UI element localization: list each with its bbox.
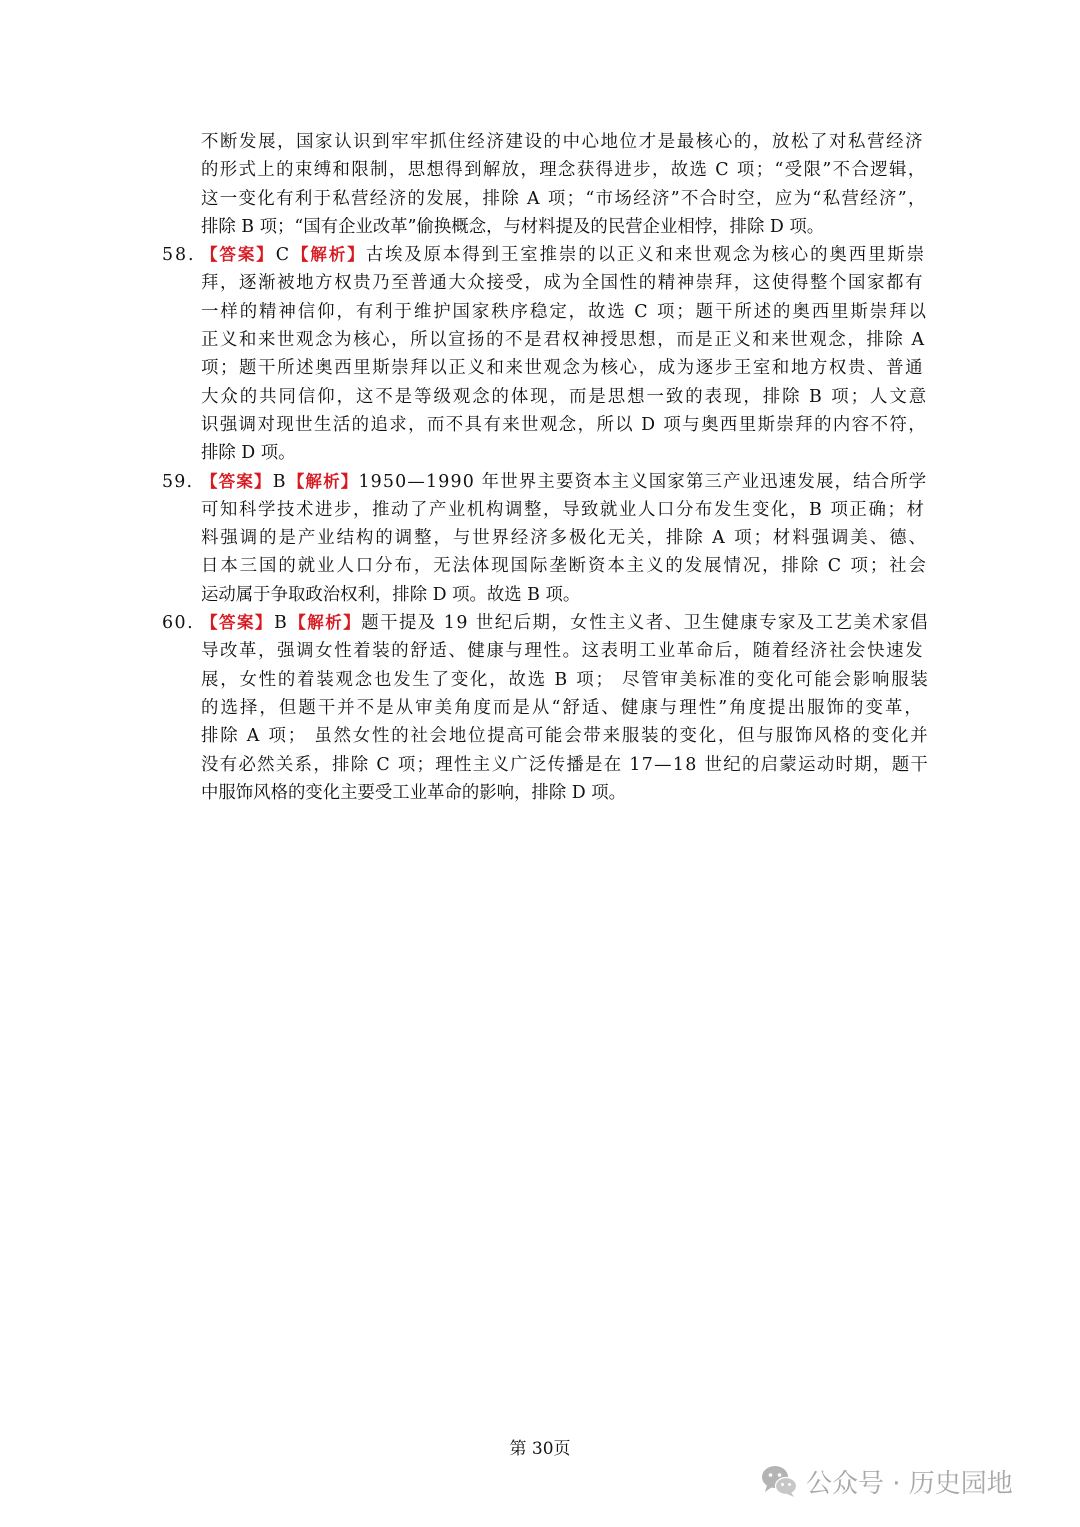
text-line: 的形式上的束缚和限制，思想得到解放，理念获得进步，故选 C 项；“受限”不合逻辑， xyxy=(201,160,927,181)
text-line: 中服饰风格的变化主要受工业革命的影响，排除 D 项。 xyxy=(201,782,626,803)
question-number: 59. xyxy=(162,471,194,492)
text-line: 料强调的是产业结构的调整，与世界经济多极化无关，排除 A 项；材料强调美、德、 xyxy=(201,528,928,549)
answer-item-59 xyxy=(162,468,928,609)
answer-header-line xyxy=(162,241,927,269)
answer-item-58 xyxy=(162,241,929,467)
text-line: 识强调对现世生活的追求，而不具有来世观念，所以 D 项与奥西里斯崇拜的内容不符， xyxy=(201,414,928,435)
text-line: 一样的精神信仰，有利于维护国家秩序稳定，故选 C 项；题干所述的奥西里斯崇拜以 xyxy=(201,301,928,322)
text-line: 日本三国的就业人口分布，无法体现国际垄断资本主义的发展情况，排除 C 项；社会 xyxy=(201,556,928,577)
text-line: 的选择，但题干并不是从审美角度而是从“舒适、健康与理性”角度提出服饰的变革， xyxy=(201,697,924,718)
analysis-tag: 【解析】 xyxy=(291,245,366,265)
watermark-text: 公众号 · 历史园地 xyxy=(806,1468,1013,1499)
text-line: 正义和来世观念为核心，所以宣扬的不是君权神授思想，而是正义和来世观念，排除 A xyxy=(201,330,926,351)
text-line: 这一变化有利于私营经济的发展，排除 A 项；“市场经济”不合时空，应为“私营经济”， xyxy=(201,188,927,209)
answer-item-60 xyxy=(162,609,930,807)
analysis-text: 古埃及原本得到王室推崇的以正义和来世观念为核心的奥西里斯崇 xyxy=(365,245,927,266)
analysis-text: 题干提及 19 世纪后期，女性主义者、卫生健康专家及工艺美术家倡 xyxy=(361,613,930,634)
text-line: 可知科学技术进步，推动了产业机构调整，导致就业人口分布发生变化，B 项正确；材 xyxy=(201,499,926,520)
answer-tag: 【答案】 xyxy=(201,471,272,491)
wechat-icon xyxy=(760,1464,798,1498)
text-line: 展，女性的着装观念也发生了变化，故选 B 项； 尽管审美标准的变化可能会影响服装 xyxy=(201,669,930,690)
answer-letter: C xyxy=(275,245,291,266)
text-line: 拜，逐渐被地方权贵乃至普通大众接受，成为全国性的精神崇拜，这使得整个国家都有 xyxy=(201,273,925,294)
analysis-text: 1950—1990 年世界主要资本主义国家第三产业迅速发展，结合所学 xyxy=(358,471,928,492)
text-line: 导改革，强调女性着装的舒适、健康与理性。这表明工业革命后，随着经济社会快速发 xyxy=(201,641,925,662)
text-line: 大众的共同信仰，这不是等级观念的体现，而是思想一致的表现，排除 B 项；人文意 xyxy=(201,386,929,407)
text-line: 项；题干所述奥西里斯崇拜以正义和来世观念为核心，成为逐步王室和地方权贵、普通 xyxy=(201,358,925,379)
answer-header-line xyxy=(162,609,930,637)
continuation-paragraph xyxy=(162,128,927,241)
text-line: 运动属于争取政治权利，排除 D 项。故选 B 项。 xyxy=(201,584,581,605)
analysis-tag: 【解析】 xyxy=(289,613,362,633)
text-line: 没有必然关系，排除 C 项；理性主义广泛传播是在 17—18 世纪的启蒙运动时期，题干 xyxy=(201,754,930,775)
question-number: 58. xyxy=(162,245,196,266)
answer-letter: B xyxy=(272,471,287,492)
text-line: 不断发展，国家认识到牢牢抓住经济建设的中心地位才是最核心的，放松了对私营经济 xyxy=(201,132,925,152)
answer-tag: 【答案】 xyxy=(201,613,273,633)
question-number: 60. xyxy=(162,613,195,634)
answer-tag: 【答案】 xyxy=(201,245,275,265)
watermark xyxy=(760,1460,1013,1502)
answer-letter: B xyxy=(273,613,289,634)
answer-header-line xyxy=(162,468,928,496)
text-line: 排除 B 项；“国有企业改革”偷换概念，与材料提及的民营企业相悖，排除 D 项。 xyxy=(201,216,825,237)
analysis-tag: 【解析】 xyxy=(287,471,359,491)
answer-content xyxy=(162,128,930,807)
text-line: 排除 D 项。 xyxy=(201,443,296,464)
text-line: 排除 A 项； 虽然女性的社会地位提高可能会带来服装的变化，但与服饰风格的变化并 xyxy=(201,726,930,747)
page-number: 第 30页 xyxy=(509,1439,571,1459)
